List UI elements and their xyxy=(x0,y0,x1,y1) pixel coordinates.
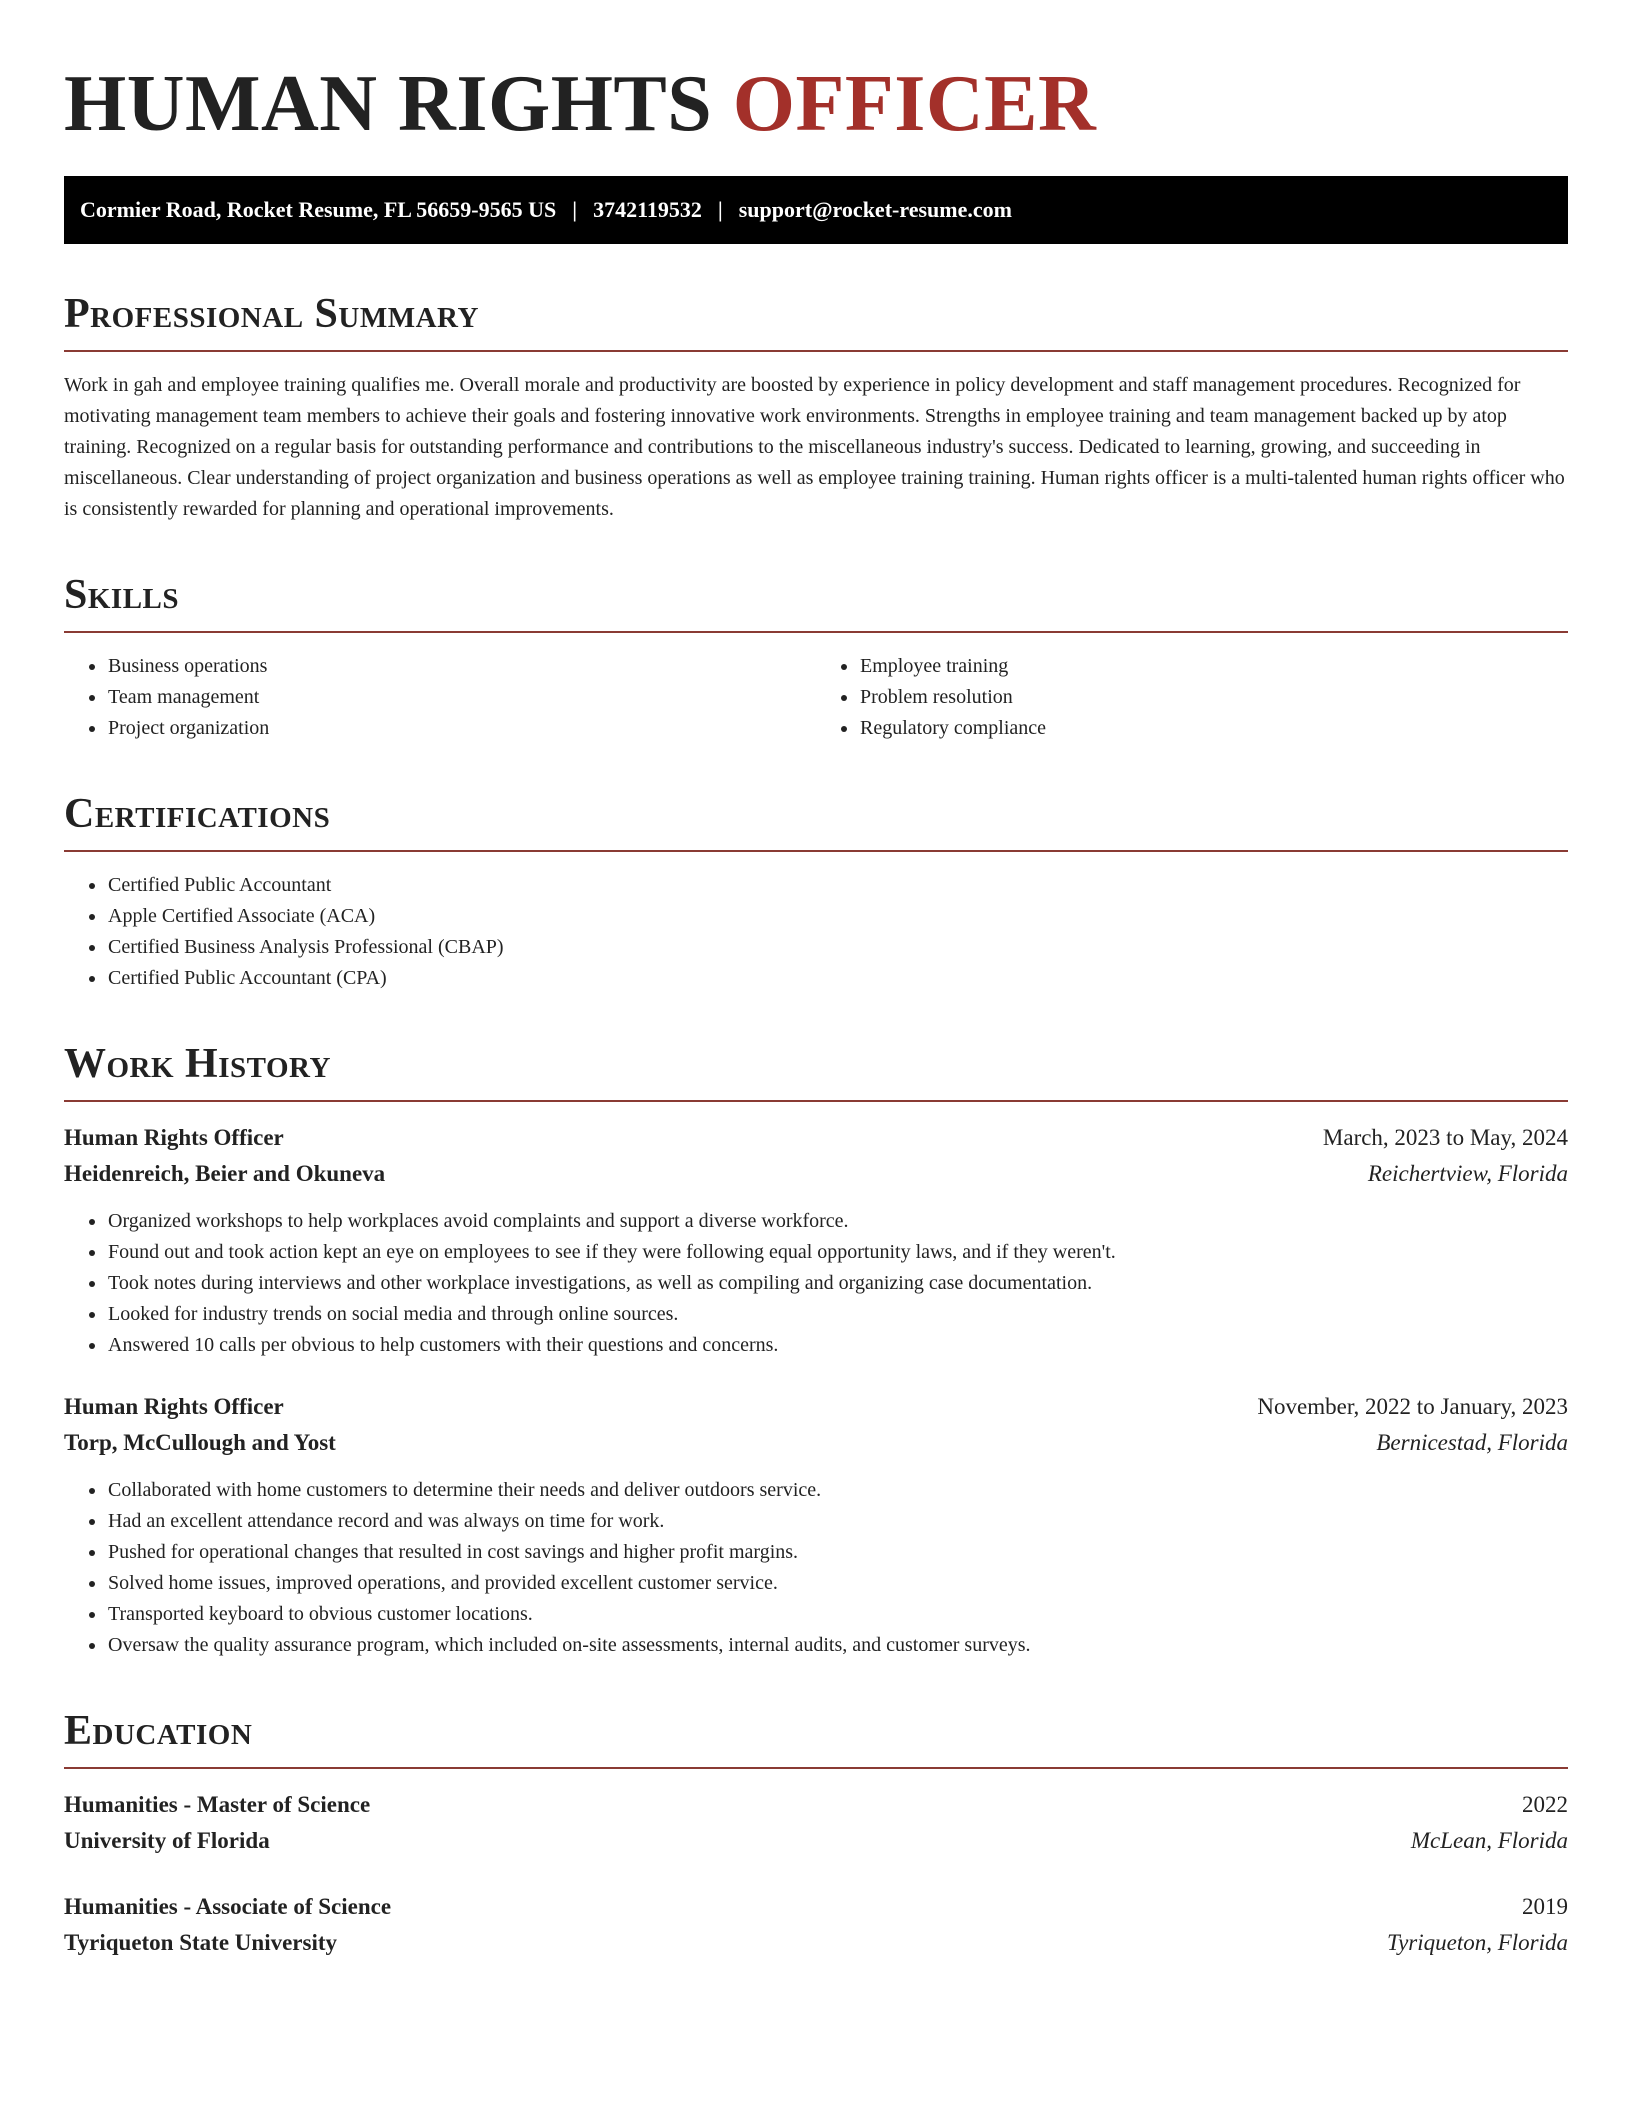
job-duty-item: • Transported keyboard to obvious customer locations. xyxy=(107,1599,1568,1630)
certification-item: • Certified Public Accountant (CPA) xyxy=(107,963,1568,994)
summary-text: Work in gah and employee training qualifies me. Overall morale and productivity are boosted by experience in policy development and staff management procedures. Recognized for motivating management team members to achieve their goals and fostering innovative work environments. Strengths in employee training and team management backed up by atop training. Recognized on a regular basis for outstanding performance and contributions to the miscellaneous industry's success. Dedicated to learning, growing, and succeeding in miscellaneous. Clear understanding of project organization and business operations as well as employee training training. Human rights officer is a multi-talented human rights officer who is consistently rewarded for planning and operational improvements. xyxy=(64,374,1565,520)
education-school-row xyxy=(64,1925,1568,1961)
job-duty-item: • Found out and took action kept an eye on employees to see if they were following equal opportunity laws, and if they weren't. xyxy=(107,1237,1568,1268)
certification-item: • Apple Certified Associate (ACA) xyxy=(107,901,1568,932)
education-school: University of Florida xyxy=(64,1828,270,1853)
job-company: Torp, McCullough and Yost xyxy=(64,1430,336,1455)
skills-section xyxy=(64,571,1568,744)
job-duty-item: • Organized workshops to help workplaces avoid complaints and support a diverse workforce. xyxy=(107,1206,1568,1237)
job-dates: November, 2022 to January, 2023 xyxy=(1257,1394,1568,1419)
job-entry xyxy=(64,1389,1568,1661)
job-dates: March, 2023 to May, 2024 xyxy=(1322,1125,1568,1150)
job-header-row xyxy=(64,1389,1568,1425)
job-duty-item: • Solved home issues, improved operations, and provided excellent customer service. xyxy=(107,1568,1568,1599)
resume-name xyxy=(64,56,1568,152)
skill-item: • Employee training xyxy=(859,651,1568,682)
contact-email[interactable]: support@rocket-resume.com xyxy=(738,197,1012,222)
education-year: 2022 xyxy=(1522,1792,1568,1817)
section-divider xyxy=(64,350,1568,352)
section-divider xyxy=(64,631,1568,633)
job-duty-item: • Pushed for operational changes that resulted in cost savings and higher profit margins. xyxy=(107,1537,1568,1568)
job-duty-item: • Answered 10 calls per obvious to help customers with their questions and concerns. xyxy=(107,1330,1568,1361)
section-divider xyxy=(64,1100,1568,1102)
name-part-2: OFFICER xyxy=(732,60,1097,148)
education-school: Tyriqueton State University xyxy=(64,1930,338,1955)
name-part-1: HUMAN RIGHTS xyxy=(64,60,713,148)
education-section xyxy=(64,1707,1568,1961)
education-degree: Humanities - Master of Science xyxy=(64,1792,371,1817)
contact-bar xyxy=(64,176,1568,244)
job-duty-item: • Collaborated with home customers to determine their needs and deliver outdoors service. xyxy=(107,1475,1568,1506)
skill-item: • Regulatory compliance xyxy=(859,713,1568,744)
work-history-section xyxy=(64,1040,1568,1661)
job-company-row xyxy=(64,1425,1568,1461)
job-duties-list xyxy=(64,1475,1568,1661)
job-company: Heidenreich, Beier and Okuneva xyxy=(64,1161,386,1186)
section-divider xyxy=(64,1767,1568,1769)
job-company-row xyxy=(64,1156,1568,1192)
contact-separator: | xyxy=(717,197,723,222)
skills-list-left xyxy=(64,651,816,744)
education-header-row xyxy=(64,1889,1568,1925)
job-location: Bernicestad, Florida xyxy=(1376,1430,1568,1455)
job-title: Human Rights Officer xyxy=(64,1125,284,1150)
contact-phone: 3742119532 xyxy=(593,197,702,222)
certification-item: • Certified Business Analysis Professional (CBAP) xyxy=(107,932,1568,963)
education-degree: Humanities - Associate of Science xyxy=(64,1894,392,1919)
job-duty-item: • Oversaw the quality assurance program, which included on-site assessments, internal audits, and customer surveys. xyxy=(107,1630,1568,1661)
skill-item: • Team management xyxy=(107,682,816,713)
section-title-summary: Professional Summary xyxy=(64,291,479,337)
skill-item: • Business operations xyxy=(107,651,816,682)
section-title-education: Education xyxy=(64,1708,253,1754)
education-location: McLean, Florida xyxy=(1410,1828,1568,1853)
skills-list-right xyxy=(816,651,1568,744)
skill-item: • Project organization xyxy=(107,713,816,744)
section-title-skills: Skills xyxy=(64,572,180,618)
job-duty-item: • Looked for industry trends on social media and through online sources. xyxy=(107,1299,1568,1330)
education-header-row xyxy=(64,1787,1568,1823)
job-title: Human Rights Officer xyxy=(64,1394,284,1419)
education-school-row xyxy=(64,1823,1568,1859)
job-duties-list xyxy=(64,1206,1568,1361)
job-duty-item: • Took notes during interviews and other workplace investigations, as well as compiling and organizing case documentation. xyxy=(107,1268,1568,1299)
skills-grid xyxy=(64,651,1568,744)
section-divider xyxy=(64,850,1568,852)
section-title-work-history: Work History xyxy=(64,1041,331,1087)
skill-item: • Problem resolution xyxy=(859,682,1568,713)
job-entry xyxy=(64,1120,1568,1361)
certification-item: • Certified Public Accountant xyxy=(107,870,1568,901)
education-location: Tyriqueton, Florida xyxy=(1386,1930,1568,1955)
education-year: 2019 xyxy=(1522,1894,1568,1919)
summary-section xyxy=(64,290,1568,525)
contact-separator: | xyxy=(572,197,578,222)
education-entry xyxy=(64,1787,1568,1859)
contact-address: Cormier Road, Rocket Resume, FL 56659-9565 US xyxy=(80,197,557,222)
job-duty-item: • Had an excellent attendance record and was always on time for work. xyxy=(107,1506,1568,1537)
certifications-section xyxy=(64,790,1568,994)
job-location: Reichertview, Florida xyxy=(1367,1161,1568,1186)
job-header-row xyxy=(64,1120,1568,1156)
section-title-certifications: Certifications xyxy=(64,791,331,837)
education-entry xyxy=(64,1889,1568,1961)
certifications-list xyxy=(64,870,1568,994)
